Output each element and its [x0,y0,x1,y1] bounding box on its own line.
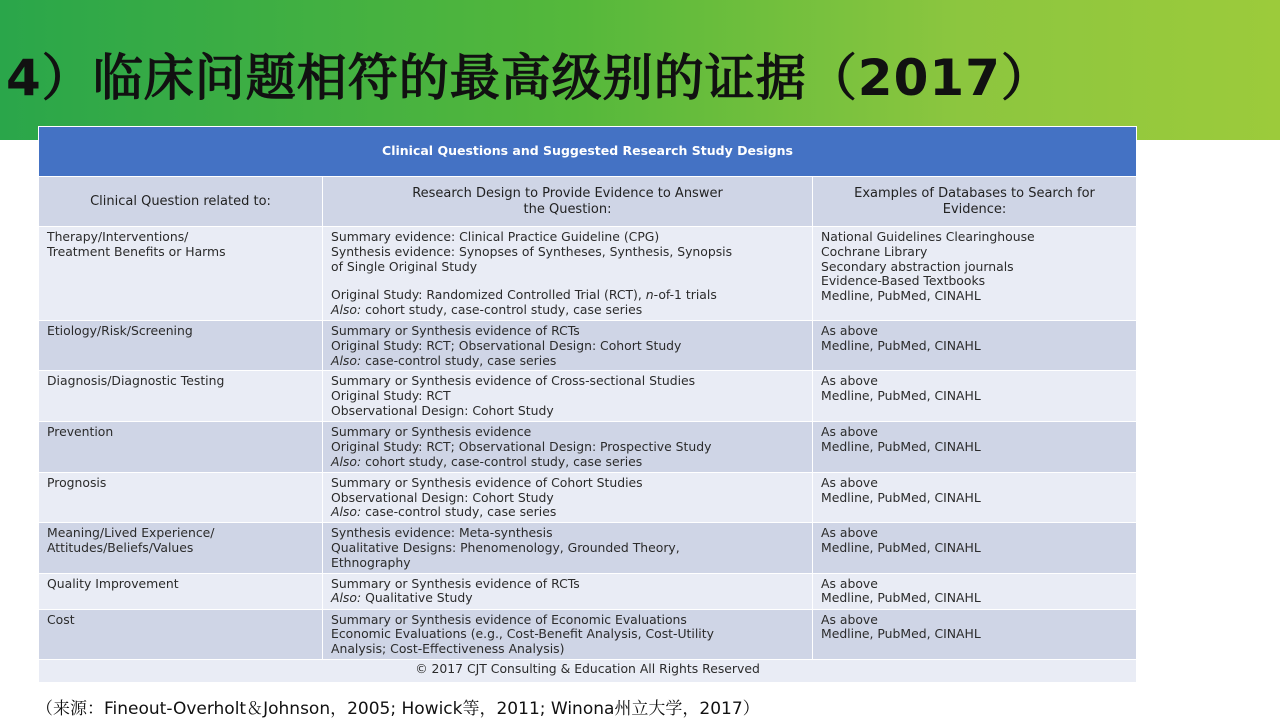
table-row [39,609,1137,659]
database-line: Medline, PubMed, CINAHL [821,388,981,404]
slide-title: 4）临床问题相符的最高级别的证据（2017） [6,49,1052,107]
design-emphasis: Also: [331,302,362,318]
design-text: Summary or Synthesis evidence of Cohort Studies [331,474,643,490]
table-footer: © 2017 CJT Consulting & Education All Rights Reserved [39,659,1137,682]
question-line: Cost [47,611,75,627]
database-line: As above [821,323,878,338]
design-text: Original Study: RCT [331,388,451,404]
cell-databases [813,609,1137,659]
database-line: National Guidelines Clearinghouse [821,229,1035,244]
column-header-design [323,177,813,227]
column-header-design-text: Research Design to Provide Evidence to Answer the Question: [412,186,723,217]
design-line [331,374,804,389]
cell-research-design [323,321,813,371]
database-line: Secondary abstraction journals [821,258,1014,274]
table-row [39,321,1137,371]
design-text: Summary or Synthesis evidence [331,424,532,440]
cell-databases [813,371,1137,422]
column-header-databases [813,177,1137,227]
design-text: -of-1 trials [653,287,717,303]
design-line [331,556,804,571]
cell-research-design [323,227,813,321]
table-row [39,371,1137,422]
design-line [331,541,804,556]
cell-clinical-question [39,422,323,472]
cell-research-design [323,472,813,522]
question-line: Quality Improvement [47,575,179,591]
cell-clinical-question [39,321,323,371]
design-line [331,627,804,642]
database-line: As above [821,424,878,440]
question-line: Prognosis [47,474,107,490]
question-line: Meaning/Lived Experience/ [47,525,215,541]
design-text: of Single Original Study [331,258,478,274]
cell-clinical-question [39,227,323,321]
design-line [331,230,804,245]
design-text: Original Study: RCT; Observational Design: Cohort Study [331,337,682,353]
design-text: Observational Design: Cohort Study [331,402,554,418]
design-text: Summary or Synthesis evidence of RCTs [331,323,580,338]
cell-databases [813,573,1137,609]
evidence-table [38,126,1137,683]
cell-databases [813,422,1137,472]
database-line: Medline, PubMed, CINAHL [821,288,981,304]
design-line [331,591,804,606]
table-title: Clinical Questions and Suggested Research Study Designs [39,127,1137,177]
design-line [331,505,804,520]
design-emphasis: Also: [331,504,362,520]
cell-clinical-question [39,609,323,659]
question-line: Attitudes/Beliefs/Values [47,539,194,555]
design-line [331,354,804,369]
design-line [331,577,804,592]
cell-clinical-question [39,573,323,609]
cell-research-design [323,422,813,472]
design-line [331,642,804,657]
column-header-databases-text: Examples of Databases to Search for Evidence: [854,186,1095,217]
design-text: Original Study: RCT; Observational Design: Prospective Study [331,439,712,455]
design-text: Summary evidence: Clinical Practice Guideline (CPG) [331,229,660,244]
source-note: （来源：Fineout-Overholt＆Johnson，2005; Howick等，2011; Winona州立大学，2017） [36,699,760,719]
database-line: As above [821,611,878,627]
table-row [39,472,1137,522]
cell-research-design [323,523,813,573]
database-line: Medline, PubMed, CINAHL [821,489,981,505]
column-header-question: Clinical Question related to: [39,177,323,227]
cell-databases [813,472,1137,522]
cell-research-design [323,609,813,659]
design-text: Original Study: Randomized Controlled Trial (RCT), [331,287,646,303]
database-line: Medline, PubMed, CINAHL [821,539,981,555]
cell-research-design [323,573,813,609]
database-line: Evidence-Based Textbooks [821,273,986,289]
table-body [39,227,1137,660]
database-line: Medline, PubMed, CINAHL [821,337,981,353]
design-text: case-control study, case series [361,504,557,520]
design-text: case-control study, case series [361,352,557,368]
design-line [331,425,804,440]
design-line [331,245,804,260]
evidence-table-card [38,126,1136,688]
cell-databases [813,321,1137,371]
design-line [331,476,804,491]
database-line: As above [821,373,878,389]
cell-clinical-question [39,472,323,522]
design-line [331,303,804,318]
database-line: As above [821,575,878,591]
design-text: Qualitative Designs: Phenomenology, Grounded Theory, [331,539,680,555]
design-line [331,288,804,303]
question-line: Treatment Benefits or Harms [47,243,226,259]
design-text: Synthesis evidence: Synopses of Syntheses, Synthesis, Synopsis [331,243,733,259]
design-text: Analysis; Cost-Effectiveness Analysis) [331,641,565,657]
design-text: Summary or Synthesis evidence of Economic Evaluations [331,611,687,627]
design-emphasis: n [645,287,654,303]
design-line [331,526,804,541]
design-text: Qualitative Study [361,590,473,606]
cell-research-design [323,371,813,422]
table-footer-row [39,659,1137,682]
table-row [39,573,1137,609]
design-text: Economic Evaluations (e.g., Cost-Benefit Analysis, Cost-Utility [331,626,714,642]
design-line [331,613,804,628]
design-text: Observational Design: Cohort Study [331,489,554,505]
design-emphasis: Also: [331,352,362,368]
design-text: Ethnography [331,554,411,570]
design-line [331,491,804,506]
design-text: Summary or Synthesis evidence of RCTs [331,575,580,591]
design-line [331,389,804,404]
design-text: Summary or Synthesis evidence of Cross-sectional Studies [331,373,696,389]
design-line [331,455,804,470]
design-line [331,260,804,275]
cell-databases [813,227,1137,321]
table-header-row [39,177,1137,227]
design-text: cohort study, case-control study, case series [361,302,643,318]
table-row [39,422,1137,472]
design-line [331,324,804,339]
database-line: Medline, PubMed, CINAHL [821,626,981,642]
design-text: cohort study, case-control study, case series [361,453,643,469]
database-line: Cochrane Library [821,243,928,259]
database-line: As above [821,474,878,490]
question-line: Therapy/Interventions/ [47,229,189,244]
design-line [331,339,804,354]
design-line [331,440,804,455]
question-line: Prevention [47,424,114,440]
cell-clinical-question [39,371,323,422]
table-title-row [39,127,1137,177]
database-line: Medline, PubMed, CINAHL [821,590,981,606]
design-emphasis: Also: [331,453,362,469]
question-line: Diagnosis/Diagnostic Testing [47,373,225,389]
question-line: Etiology/Risk/Screening [47,323,193,338]
line-gap [331,274,804,288]
database-line: Medline, PubMed, CINAHL [821,439,981,455]
table-row [39,227,1137,321]
database-line: As above [821,525,878,541]
cell-clinical-question [39,523,323,573]
cell-databases [813,523,1137,573]
table-row [39,523,1137,573]
design-line [331,404,804,419]
design-emphasis: Also: [331,590,362,606]
design-text: Synthesis evidence: Meta-synthesis [331,525,553,541]
